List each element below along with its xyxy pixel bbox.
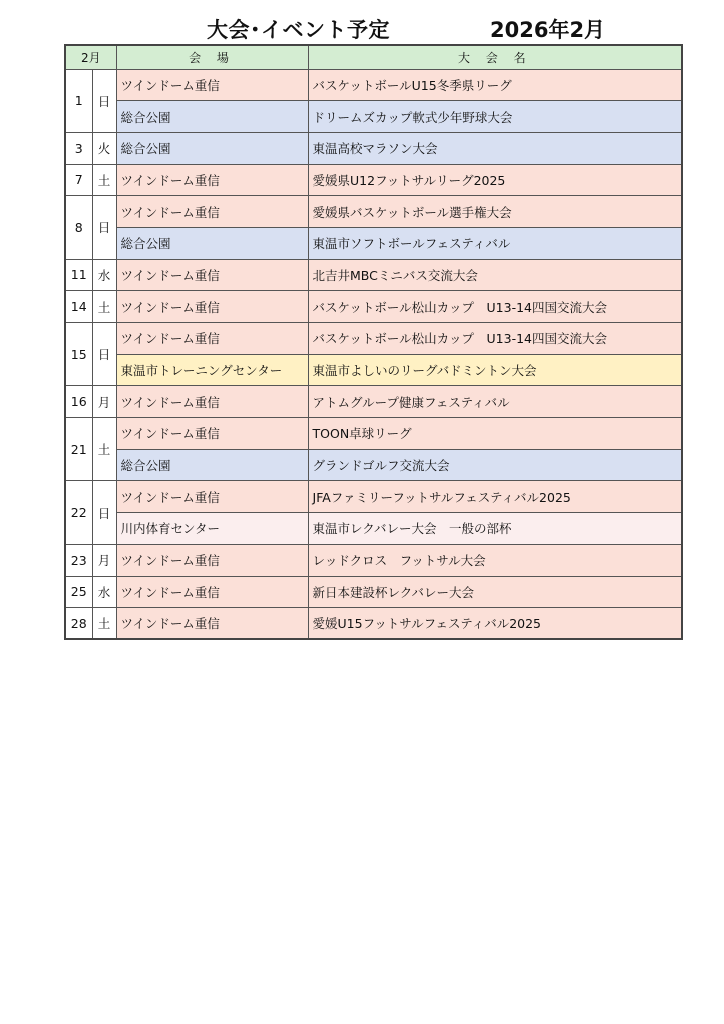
weekday-cell: 水	[92, 576, 116, 608]
event-cell: 愛媛県バスケットボール選手権大会	[308, 196, 682, 228]
weekday-cell: 土	[92, 164, 116, 196]
weekday-cell: 土	[92, 291, 116, 323]
table-row	[65, 291, 682, 323]
table-row	[65, 227, 682, 259]
table-row	[65, 449, 682, 481]
event-cell: アトムグループ健康フェスティバル	[308, 386, 682, 418]
weekday-cell: 日	[92, 323, 116, 386]
weekday-cell: 火	[92, 132, 116, 164]
table-row	[65, 323, 682, 355]
event-cell: バスケットボールU15冬季県リーグ	[308, 69, 682, 101]
event-cell: バスケットボール松山カップ U13-14四国交流大会	[308, 323, 682, 355]
table-row	[65, 354, 682, 386]
table-row	[65, 259, 682, 291]
venue-cell: ツインドーム重信	[116, 481, 308, 513]
day-cell: 7	[65, 164, 92, 196]
table-row	[65, 196, 682, 228]
venue-cell: ツインドーム重信	[116, 544, 308, 576]
table-row	[65, 386, 682, 418]
schedule-table	[64, 44, 683, 640]
table-row	[65, 481, 682, 513]
venue-cell: ツインドーム重信	[116, 164, 308, 196]
table-row	[65, 608, 682, 640]
weekday-cell: 土	[92, 418, 116, 481]
venue-cell: ツインドーム重信	[116, 323, 308, 355]
weekday-cell: 日	[92, 69, 116, 132]
table-header-row	[65, 45, 682, 69]
venue-cell: 総合公園	[116, 101, 308, 133]
day-cell: 15	[65, 323, 92, 386]
table-row	[65, 101, 682, 133]
day-cell: 14	[65, 291, 92, 323]
event-cell: 東温高校マラソン大会	[308, 132, 682, 164]
day-cell: 1	[65, 69, 92, 132]
event-cell: グランドゴルフ交流大会	[308, 449, 682, 481]
event-cell: レッドクロス フットサル大会	[308, 544, 682, 576]
venue-cell: ツインドーム重信	[116, 69, 308, 101]
venue-cell: ツインドーム重信	[116, 386, 308, 418]
event-cell: ドリームズカップ軟式少年野球大会	[308, 101, 682, 133]
event-cell: 東温市ソフトボールフェスティバル	[308, 227, 682, 259]
weekday-cell: 日	[92, 196, 116, 259]
event-cell: バスケットボール松山カップ U13-14四国交流大会	[308, 291, 682, 323]
venue-cell: 川内体育センター	[116, 513, 308, 545]
table-row	[65, 418, 682, 450]
venue-cell: ツインドーム重信	[116, 259, 308, 291]
day-cell: 3	[65, 132, 92, 164]
venue-cell: 総合公園	[116, 132, 308, 164]
day-cell: 21	[65, 418, 92, 481]
weekday-cell: 日	[92, 481, 116, 544]
table-row	[65, 132, 682, 164]
venue-cell: 東温市トレーニングセンター	[116, 354, 308, 386]
event-cell: 北吉井MBCミニバス交流大会	[308, 259, 682, 291]
event-cell: 新日本建設杯レクバレー大会	[308, 576, 682, 608]
venue-cell: 総合公園	[116, 227, 308, 259]
page-title: 大会･イベント予定	[207, 18, 390, 42]
venue-cell: 総合公園	[116, 449, 308, 481]
weekday-cell: 月	[92, 544, 116, 576]
weekday-cell: 月	[92, 386, 116, 418]
event-cell: JFAファミリーフットサルフェスティバル2025	[308, 481, 682, 513]
table-row	[65, 69, 682, 101]
weekday-cell: 水	[92, 259, 116, 291]
event-cell: 愛媛U15フットサルフェスティバル2025	[308, 608, 682, 640]
day-cell: 22	[65, 481, 92, 544]
event-cell: 東温市よしいのリーグバドミントン大会	[308, 354, 682, 386]
venue-cell: ツインドーム重信	[116, 608, 308, 640]
table-row	[65, 513, 682, 545]
venue-header: 会 場	[116, 45, 308, 69]
event-cell: TOON卓球リーグ	[308, 418, 682, 450]
day-cell: 23	[65, 544, 92, 576]
venue-cell: ツインドーム重信	[116, 576, 308, 608]
event-header: 大 会 名	[308, 45, 682, 69]
event-cell: 東温市レクバレー大会 一般の部杯	[308, 513, 682, 545]
weekday-cell: 土	[92, 608, 116, 640]
venue-cell: ツインドーム重信	[116, 418, 308, 450]
page-date: 2026年2月	[490, 18, 606, 42]
venue-cell: ツインドーム重信	[116, 196, 308, 228]
day-cell: 11	[65, 259, 92, 291]
table-row	[65, 544, 682, 576]
day-cell: 28	[65, 608, 92, 640]
table-row	[65, 576, 682, 608]
day-cell: 25	[65, 576, 92, 608]
event-cell: 愛媛県U12フットサルリーグ2025	[308, 164, 682, 196]
day-cell: 16	[65, 386, 92, 418]
table-row	[65, 164, 682, 196]
month-header: 2月	[65, 45, 116, 69]
venue-cell: ツインドーム重信	[116, 291, 308, 323]
day-cell: 8	[65, 196, 92, 259]
